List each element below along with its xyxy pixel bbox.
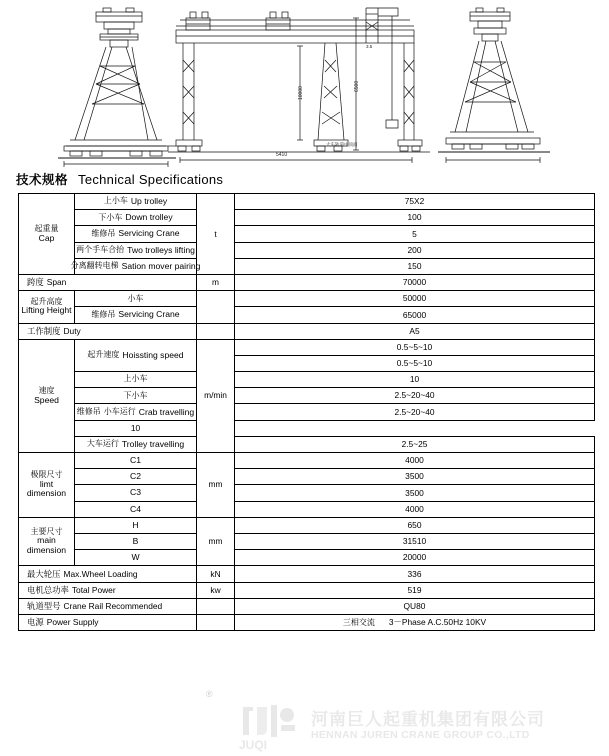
row-label-limit-c1: 极限尺寸 limt dimension [19, 453, 75, 518]
row-value-lifting-height-servicing-crane: 65000 [235, 307, 595, 323]
row-value-duty: A5 [235, 323, 595, 339]
row-value-main-b: 31510 [235, 533, 595, 549]
table-row [19, 566, 595, 582]
row-label-main-h: 主要尺寸 main dimension [19, 517, 75, 566]
row-value-speed-down-trolley: 2.5~20~40 [235, 388, 595, 404]
table-row [19, 258, 595, 274]
row-unit-limit-c1: mm [197, 453, 235, 518]
row-value-speed-crab-travelling: 2.5~20~40 [235, 404, 595, 420]
row-sublabel-speed-crab-travelling: 维修吊 小车运行 Crab travelling [75, 404, 197, 420]
table-row [19, 517, 595, 533]
row-sublabel-main-h: H [75, 517, 197, 533]
table-row [19, 533, 595, 549]
row-sublabel-limit-c1: C1 [75, 453, 197, 469]
row-value-total-power: 519 [235, 582, 595, 598]
svg-text:10000: 10000 [298, 86, 304, 100]
row-sublabel-main-w: W [75, 550, 197, 566]
row-label-power-supply: 电源 Power Supply [19, 614, 197, 630]
svg-text:3.5: 3.5 [366, 44, 373, 49]
row-value-main-h: 650 [235, 517, 595, 533]
row-label-crane-rail: 轨道型号 Crane Rail Recommended [19, 598, 197, 614]
section-title-cn: 技术规格 [16, 173, 69, 187]
row-unit-crane-rail [197, 598, 235, 614]
specifications-table-wrap [18, 193, 595, 752]
row-sublabel-cap-servicing-crane: 维修吊 Servicing Crane [75, 226, 197, 242]
row-value-speed-hoisting-1: 0.5~5~10 [235, 339, 595, 355]
row-unit-duty [197, 323, 235, 339]
svg-text:5410: 5410 [276, 152, 288, 158]
row-label-total-power: 电机总功率 Total Power [19, 582, 197, 598]
row-unit-max-wheel-loading: kN [197, 566, 235, 582]
row-value-crane-rail: QU80 [235, 598, 595, 614]
table-row [19, 372, 595, 388]
row-label-span: 跨度 Span [19, 274, 197, 290]
row-value-lifting-height-trolley: 50000 [235, 291, 595, 307]
watermark-company-en: HENNAN JUREN CRANE GROUP CO.,LTD [311, 728, 530, 741]
section-title-en: Technical Specifications [78, 171, 224, 187]
row-value-cap-down-trolley: 100 [235, 210, 595, 226]
row-label-speed-hoisting-1: 速度 Speed [19, 339, 75, 452]
row-sublabel-limit-c4: C4 [75, 501, 197, 517]
row-value-span: 70000 [235, 274, 595, 290]
row-label-lifting-height-trolley: 起升高度 Lifting Height [19, 291, 75, 323]
row-sublabel-cap-sation-mover-pairing: 分离翻转电梯 Sation mover pairing [75, 258, 197, 274]
row-value-main-w: 20000 [235, 550, 595, 566]
row-value-limit-c4: 4000 [235, 501, 595, 517]
row-sublabel-cap-two-trolleys-lifting: 两个手车合抬 Two trolleys lifting [75, 242, 197, 258]
row-value-limit-c1: 4000 [235, 453, 595, 469]
row-value-limit-c2: 3500 [235, 469, 595, 485]
table-row [19, 210, 595, 226]
table-row [19, 453, 595, 469]
row-sublabel-cap-down-trolley: 下小车 Down trolley [75, 210, 197, 226]
company-logo-icon [233, 701, 305, 751]
row-sublabel-lifting-height-servicing-crane: 维修吊 Servicing Crane [75, 307, 197, 323]
table-row [19, 614, 595, 630]
row-unit-speed-hoisting-1: m/min [197, 339, 235, 452]
row-sublabel-speed-trolley-travelling: 大车运行 Trolley travelling [75, 436, 197, 452]
section-title [0, 168, 609, 190]
row-value-cap-two-trolleys-lifting: 200 [235, 242, 595, 258]
row-sublabel-speed-down-trolley: 下小车 [75, 388, 197, 404]
row-label-cap-up-trolley: 起重量 Cap [19, 194, 75, 275]
row-unit-power-supply [197, 614, 235, 630]
row-value-cap-up-trolley: 75X2 [235, 194, 595, 210]
watermark-registered: ® [206, 689, 213, 699]
row-label-max-wheel-loading: 最大轮压 Max.Wheel Loading [19, 566, 197, 582]
table-row [19, 339, 595, 355]
gantry-crane-drawing [0, 0, 609, 168]
row-value-speed-trolley-travelling: 2.5~25 [235, 436, 595, 452]
logo-text: JUQI [239, 738, 268, 752]
table-row [19, 550, 595, 566]
table-row [19, 469, 595, 485]
table-row [19, 436, 595, 452]
row-sublabel-speed-hoisting-1: 起升速度 Hoissting speed [75, 339, 197, 371]
row-unit-span: m [197, 274, 235, 290]
row-value-cap-sation-mover-pairing: 150 [235, 258, 595, 274]
table-row [19, 501, 595, 517]
row-sublabel-cap-up-trolley: 上小车 Up trolley [75, 194, 197, 210]
table-row [19, 582, 595, 598]
row-sublabel-limit-c3: C3 [75, 485, 197, 501]
row-label-duty: 工作制度 Duty [19, 323, 197, 339]
row-unit-main-h: mm [197, 517, 235, 566]
row-unit-lifting-height-trolley [197, 291, 235, 323]
svg-text:大车轨道中顶面: 大车轨道中顶面 [326, 142, 358, 147]
table-row [19, 242, 595, 258]
row-value-max-wheel-loading: 336 [235, 566, 595, 582]
watermark-company-cn: 河南巨人起重机集团有限公司 [311, 709, 545, 729]
row-sublabel-speed-up-trolley: 上小车 [75, 372, 197, 388]
table-row [19, 194, 595, 210]
svg-text:6500: 6500 [354, 80, 360, 92]
specifications-table [18, 193, 595, 631]
table-row [19, 291, 595, 307]
row-unit-total-power: kw [197, 582, 235, 598]
row-value-speed-hoisting-2: 0.5~5~10 [235, 355, 595, 371]
row-sublabel-limit-c2: C2 [75, 469, 197, 485]
row-value-cap-servicing-crane: 5 [235, 226, 595, 242]
table-row [19, 307, 595, 323]
row-value-speed-crab-travelling-2: 10 [75, 420, 197, 436]
table-row [19, 598, 595, 614]
table-row [19, 323, 595, 339]
row-value-limit-c3: 3500 [235, 485, 595, 501]
table-row [19, 226, 595, 242]
table-row [19, 485, 595, 501]
row-value-power-supply: 三相交流 3－Phase A.C.50Hz 10KV [235, 614, 595, 630]
table-row [19, 404, 595, 420]
row-sublabel-lifting-height-trolley: 小车 [75, 291, 197, 307]
row-unit-cap-up-trolley: t [197, 194, 235, 275]
row-sublabel-main-b: B [75, 533, 197, 549]
table-row [19, 388, 595, 404]
row-value-speed-up-trolley: 10 [235, 372, 595, 388]
table-row [19, 274, 595, 290]
table-row [19, 420, 595, 436]
